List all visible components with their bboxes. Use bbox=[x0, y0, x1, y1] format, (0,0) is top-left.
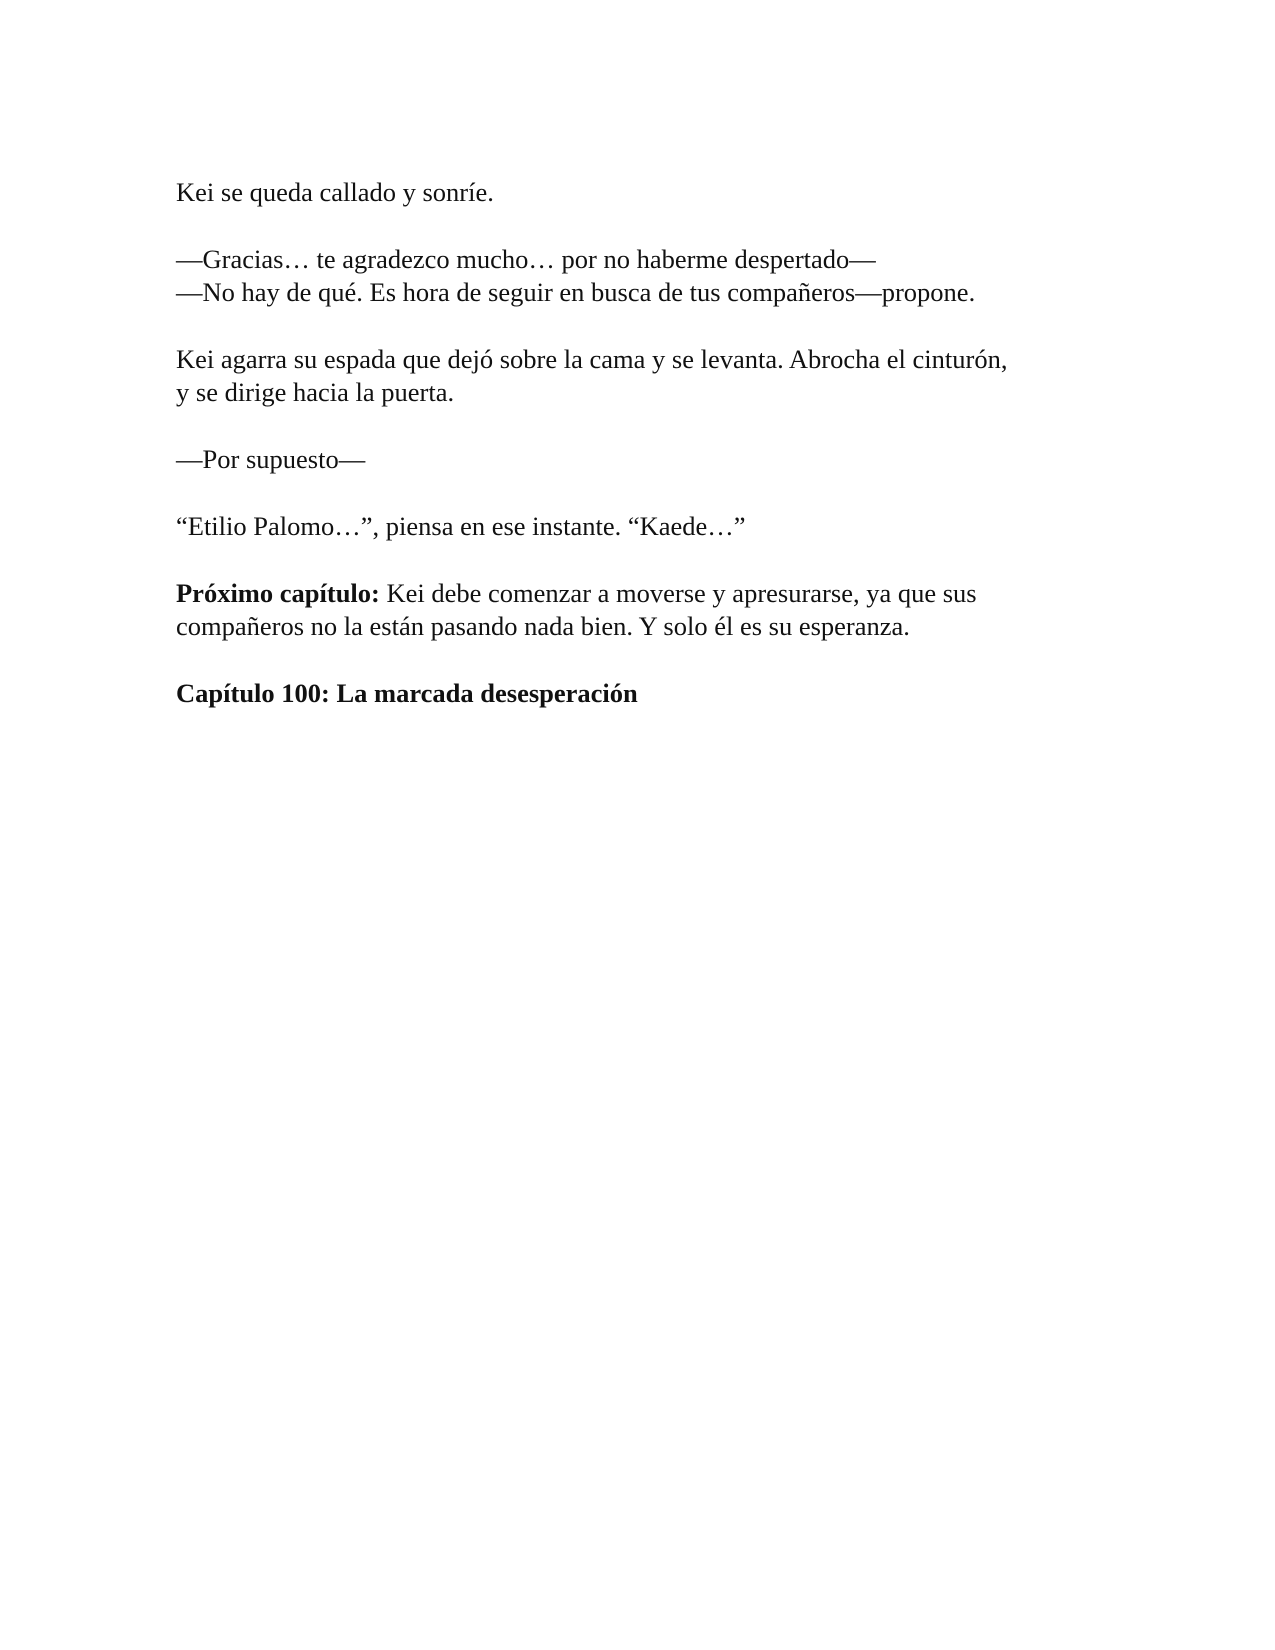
text-line: —Por supuesto— bbox=[176, 444, 366, 474]
dialogue-gracias bbox=[176, 243, 1106, 309]
document-body bbox=[176, 176, 1106, 744]
text-line: —Gracias… te agradezco mucho… por no haberme despertado— bbox=[176, 244, 876, 274]
next-chapter-summary bbox=[176, 577, 1106, 643]
next-chapter-text: Kei debe comenzar a moverse y apresurarse, ya que sus bbox=[379, 578, 977, 608]
dialogue-por-supuesto bbox=[176, 443, 1106, 476]
text-line: —No hay de qué. Es hora de seguir en busca de tus compañeros—propone. bbox=[176, 277, 976, 307]
paragraph-kei-calla bbox=[176, 176, 1106, 209]
text-line: “Etilio Palomo…”, piensa en ese instante. “Kaede…” bbox=[176, 511, 746, 541]
next-chapter-label: Próximo capítulo: bbox=[176, 578, 380, 608]
chapter-heading bbox=[176, 677, 1106, 710]
paragraph-piensa bbox=[176, 510, 1106, 543]
text-line: Kei se queda callado y sonríe. bbox=[176, 177, 494, 207]
paragraph-kei-espada bbox=[176, 343, 1106, 409]
text-line: compañeros no la están pasando nada bien. Y solo él es su esperanza. bbox=[176, 611, 910, 641]
text-line bbox=[176, 577, 1106, 610]
chapter-heading-text: Capítulo 100: La marcada desesperación bbox=[176, 678, 638, 708]
text-line: Kei agarra su espada que dejó sobre la cama y se levanta. Abrocha el cinturón, bbox=[176, 344, 1008, 374]
text-line: y se dirige hacia la puerta. bbox=[176, 377, 455, 407]
